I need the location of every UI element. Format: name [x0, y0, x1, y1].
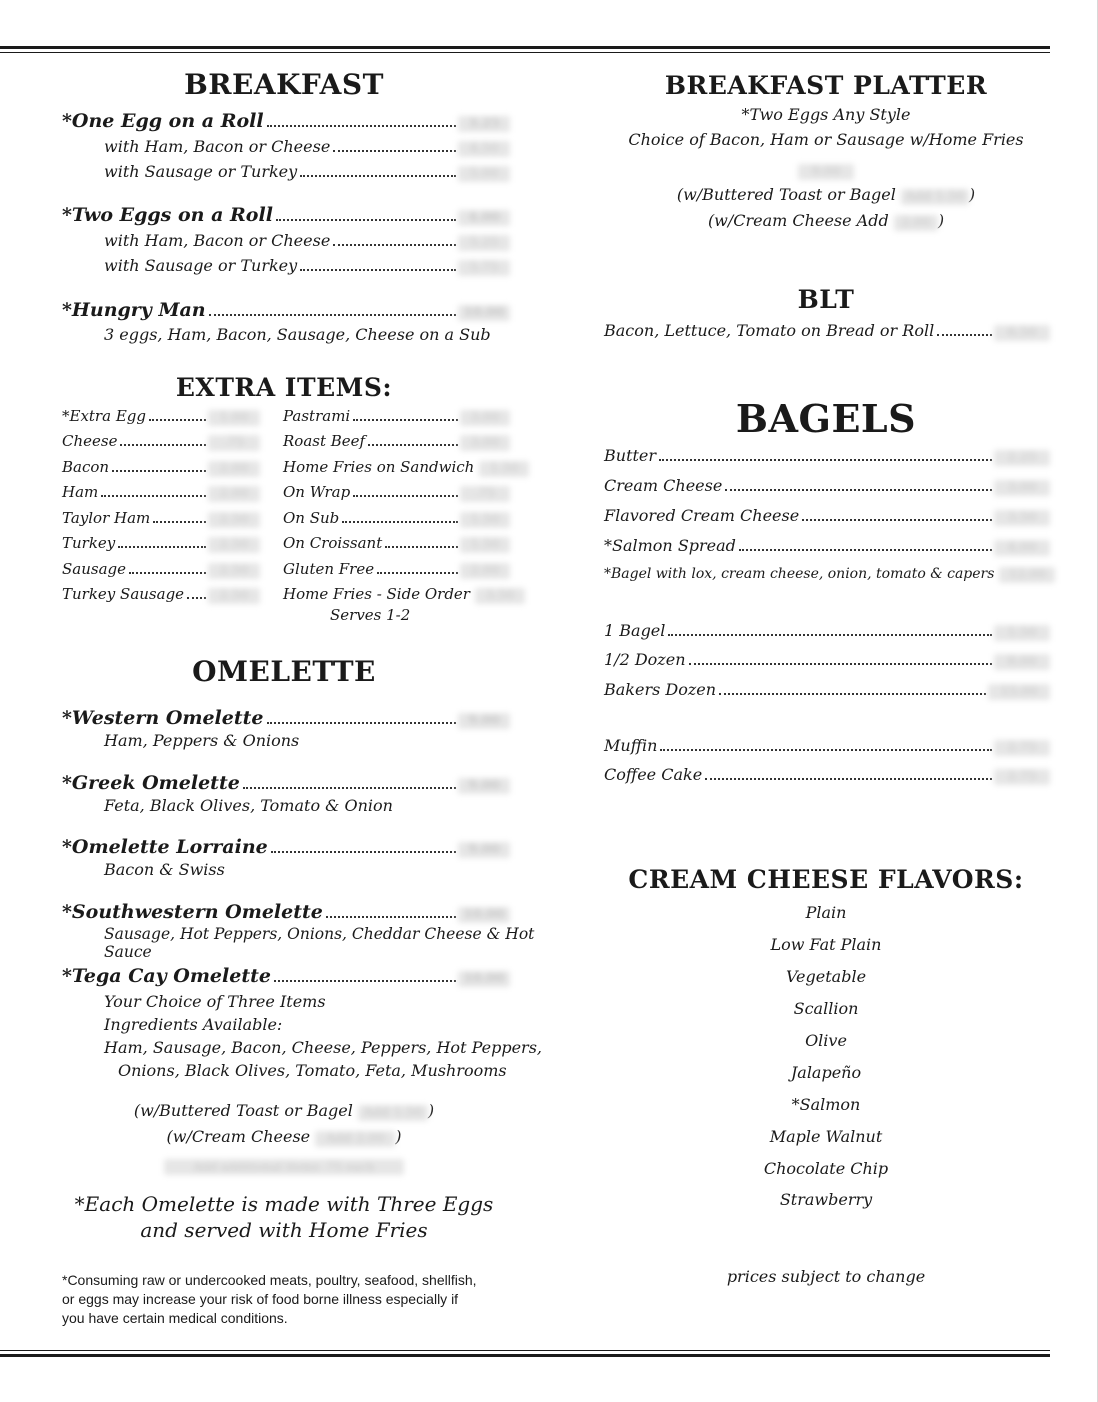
item-name: *Two Eggs on a Roll: [62, 204, 273, 226]
extra-item: [283, 432, 510, 451]
extra-name: Bacon: [62, 458, 110, 476]
flavor-item: Vegetable: [785, 967, 867, 986]
item-description-line: Your Choice of Three Items: [104, 992, 326, 1011]
extra-item: [62, 534, 260, 553]
extra-name: Home Fries - Side Order: [283, 585, 470, 603]
serves-note: Serves 1-2: [330, 606, 411, 624]
omelette-heading: OMELETTE: [192, 655, 376, 688]
extra-price: .75: [208, 435, 260, 451]
extra-item: [283, 483, 510, 502]
extra-name: Gluten Free: [283, 560, 375, 578]
menu-item: [62, 110, 510, 132]
blurred-text: Add additional items .75 each: [164, 1159, 404, 1175]
item-name: 1 Bagel: [604, 621, 666, 640]
extra-name: On Wrap: [283, 483, 351, 501]
menu-variant: [104, 231, 510, 251]
extra-price: 2.00: [460, 563, 510, 579]
platter-price: 9.00: [798, 164, 854, 180]
extra-name: Ham: [62, 483, 99, 501]
extra-item: [283, 458, 519, 477]
bagel-quantity: [604, 680, 1050, 700]
item-name: *One Egg on a Roll: [62, 110, 264, 132]
item-name: *Bagel with lox, cream cheese, onion, tomato & capers: [604, 566, 995, 582]
item-price: 6.50: [994, 325, 1050, 341]
flavor-item: Chocolate Chip: [763, 1159, 889, 1178]
bagel-item: [604, 506, 1050, 526]
extra-name: Turkey: [62, 534, 116, 552]
toast-label: (w/Buttered Toast or Bagel: [133, 1101, 353, 1120]
item-name: *Omelette Lorraine: [62, 836, 268, 858]
disclaimer-line: *Consuming raw or undercooked meats, poultry, seafood, shellfish,: [62, 1272, 477, 1288]
menu-item: [62, 299, 510, 321]
menu-variant: [104, 256, 510, 276]
item-price: 1.50: [994, 625, 1050, 641]
item-name: Bakers Dozen: [604, 680, 717, 699]
item-price: 10.00: [458, 971, 510, 987]
item-name: *Greek Omelette: [62, 772, 240, 794]
blt-heading: BLT: [797, 285, 855, 314]
omelette-note-line1: *Each Omelette is made with Three Eggs: [74, 1192, 494, 1216]
variant-price: 5.75: [458, 260, 510, 276]
menu-item: [62, 204, 510, 226]
omelette-note-line2: and served with Home Fries: [140, 1218, 428, 1242]
flavor-item: Plain: [805, 903, 847, 922]
extra-price: 2.50: [208, 537, 260, 553]
item-price: 12.00: [999, 567, 1055, 583]
extra-name: On Croissant: [283, 534, 383, 552]
platter-line1: *Two Eggs Any Style: [741, 105, 911, 124]
toast-price: Add 1.50: [901, 189, 969, 205]
toast-label: (w/Buttered Toast or Bagel: [676, 185, 896, 204]
close-paren: ): [427, 1101, 435, 1120]
item-description-line: Onions, Black Olives, Tomato, Feta, Mushrooms: [118, 1061, 507, 1080]
extra-price: 2.50: [208, 588, 260, 604]
item-price: 10.00: [458, 907, 510, 923]
item-price: 3.50: [994, 510, 1050, 526]
platter-line2: Choice of Bacon, Ham or Sausage w/Home Fries: [628, 130, 1024, 149]
extra-item: [62, 407, 260, 426]
flavor-item: Maple Walnut: [769, 1127, 883, 1146]
cream-price: Add 2.00: [315, 1131, 395, 1147]
disclaimer-line: you have certain medical conditions.: [62, 1310, 288, 1326]
flavor-item: Strawberry: [779, 1190, 873, 1209]
cream-label: (w/Cream Cheese: [166, 1127, 311, 1146]
item-name: Coffee Cake: [604, 765, 703, 784]
item-description: Bacon & Swiss: [104, 860, 225, 879]
extra-items-heading: EXTRA ITEMS:: [175, 373, 393, 402]
extra-name: Turkey Sausage: [62, 585, 185, 603]
item-price: 2.75: [994, 740, 1050, 756]
item-price: 2.25: [994, 450, 1050, 466]
item-description: Ham, Peppers & Onions: [104, 731, 300, 750]
close-paren: ): [937, 211, 945, 230]
extra-name: *Extra Egg: [62, 407, 146, 425]
extra-name: Taylor Ham: [62, 509, 151, 527]
omelette-cream-option: [0, 1127, 568, 1147]
cream-label: (w/Cream Cheese Add: [707, 211, 889, 230]
platter-cream-option: [590, 211, 1062, 231]
cream-price: 2.00: [894, 215, 938, 231]
extra-price: 2.00: [208, 461, 260, 477]
bagel-item: [604, 566, 1050, 583]
extra-name: Home Fries on Sandwich: [283, 458, 475, 476]
item-price: 9.00: [458, 778, 510, 794]
item-name: Butter: [604, 446, 657, 465]
item-name: Cream Cheese: [604, 476, 723, 495]
extra-item: [62, 560, 260, 579]
variant-name: with Ham, Bacon or Cheese: [104, 137, 331, 156]
variant-price: 5.25: [458, 235, 510, 251]
item-name: 1/2 Dozen: [604, 650, 686, 669]
extra-item: [62, 509, 260, 528]
extra-item: [62, 483, 260, 502]
item-name: *Salmon Spread: [604, 536, 736, 555]
platter-price-row: [590, 160, 1062, 180]
bagel-item: [604, 476, 1050, 496]
item-description-line: Ham, Sausage, Bacon, Cheese, Peppers, Hot Peppers,: [104, 1038, 542, 1057]
breakfast-heading: BREAKFAST: [184, 68, 384, 101]
close-paren: ): [395, 1127, 402, 1146]
extra-price: 2.50: [208, 563, 260, 579]
menu-item: [62, 965, 510, 987]
item-name: Bacon, Lettuce, Tomato on Bread or Roll: [604, 321, 935, 340]
flavor-item: Low Fat Plain: [770, 935, 882, 954]
extra-price: 1.50: [460, 537, 510, 553]
variant-price: 4.50: [458, 141, 510, 157]
item-price: 3.00: [994, 480, 1050, 496]
item-name: *Hungry Man: [62, 299, 206, 321]
item-price: 9.00: [458, 842, 510, 858]
cream-cheese-flavors-heading: CREAM CHEESE FLAVORS:: [628, 865, 1024, 894]
item-description: 3 eggs, Ham, Bacon, Sausage, Cheese on a Sub: [104, 325, 491, 344]
bagels-heading: BAGELS: [735, 396, 917, 441]
omelette-blurred-line: [0, 1156, 568, 1175]
menu-variant: [104, 137, 510, 157]
extra-price: 2.00: [208, 486, 260, 502]
disclaimer: [62, 1271, 522, 1328]
extra-item: [283, 407, 510, 426]
bottom-double-rule: [0, 1347, 1050, 1357]
item-price: 3.25: [458, 116, 510, 132]
pastry-item: [604, 765, 1050, 785]
menu-item: [62, 772, 510, 794]
extra-name: Pastrami: [283, 407, 351, 425]
extra-name: Sausage: [62, 560, 126, 578]
pastry-item: [604, 736, 1050, 756]
bagel-quantity: [604, 650, 1050, 670]
item-price: 2.75: [994, 769, 1050, 785]
flavor-item: Scallion: [793, 999, 859, 1018]
extra-item: [283, 560, 510, 579]
menu-variant: [104, 162, 510, 182]
item-name: *Southwestern Omelette: [62, 901, 323, 923]
extra-name: Roast Beef: [283, 432, 366, 450]
item-name: Flavored Cream Cheese: [604, 506, 800, 525]
extra-item: [283, 585, 515, 604]
toast-price: Add 1.50: [358, 1105, 428, 1121]
breakfast-platter-heading: BREAKFAST PLATTER: [664, 71, 988, 100]
item-price: 8.00: [994, 654, 1050, 670]
item-price: 9.00: [458, 713, 510, 729]
omelette-toast-option: [0, 1101, 568, 1121]
item-name: Muffin: [604, 736, 658, 755]
item-description: Sausage, Hot Peppers, Onions, Cheddar Cheese & Hot Sauce: [104, 925, 535, 961]
extra-price: 3.00: [460, 435, 510, 451]
extra-item: [62, 458, 260, 477]
variant-name: with Sausage or Turkey: [104, 162, 298, 181]
item-name: *Western Omelette: [62, 707, 264, 729]
extra-price: 3.00: [460, 410, 510, 426]
extra-name: Cheese: [62, 432, 118, 450]
menu-item: [62, 707, 510, 729]
prices-note: prices subject to change: [726, 1267, 926, 1286]
item-price: 10.00: [458, 305, 510, 321]
bagel-item: [604, 446, 1050, 466]
extra-item: [62, 585, 260, 604]
extra-item: [62, 432, 260, 451]
variant-name: with Ham, Bacon or Cheese: [104, 231, 331, 250]
close-paren: ): [968, 185, 976, 204]
bagel-quantity: [604, 621, 1050, 641]
extra-price: .75: [460, 486, 510, 502]
extra-price: 1.50: [479, 461, 529, 477]
item-price: 4.00: [994, 540, 1050, 556]
extra-item: [283, 509, 510, 528]
disclaimer-line: or eggs may increase your risk of food borne illness especially if: [62, 1291, 459, 1307]
item-description: Feta, Black Olives, Tomato & Onion: [104, 796, 393, 815]
top-double-rule: [0, 46, 1050, 53]
item-name: *Tega Cay Omelette: [62, 965, 271, 987]
variant-name: with Sausage or Turkey: [104, 256, 298, 275]
blt-item: [604, 321, 1050, 341]
extra-price: 1.00: [208, 410, 260, 426]
menu-item: [62, 901, 510, 923]
item-price: 15.00: [988, 684, 1050, 700]
flavor-item: *Salmon: [791, 1095, 861, 1114]
flavor-item: Jalapeño: [790, 1063, 862, 1082]
platter-toast-option: [590, 185, 1062, 205]
extra-name: On Sub: [283, 509, 340, 527]
variant-price: 5.00: [458, 166, 510, 182]
bagel-item: [604, 536, 1050, 556]
extra-price: 1.50: [460, 512, 510, 528]
item-price: 4.00: [458, 210, 510, 226]
item-description-line: Ingredients Available:: [104, 1015, 283, 1034]
extra-price: 2.50: [208, 512, 260, 528]
extra-item: [283, 534, 510, 553]
extra-price: 3.50: [475, 588, 525, 604]
menu-item: [62, 836, 510, 858]
flavor-item: Olive: [805, 1031, 847, 1050]
